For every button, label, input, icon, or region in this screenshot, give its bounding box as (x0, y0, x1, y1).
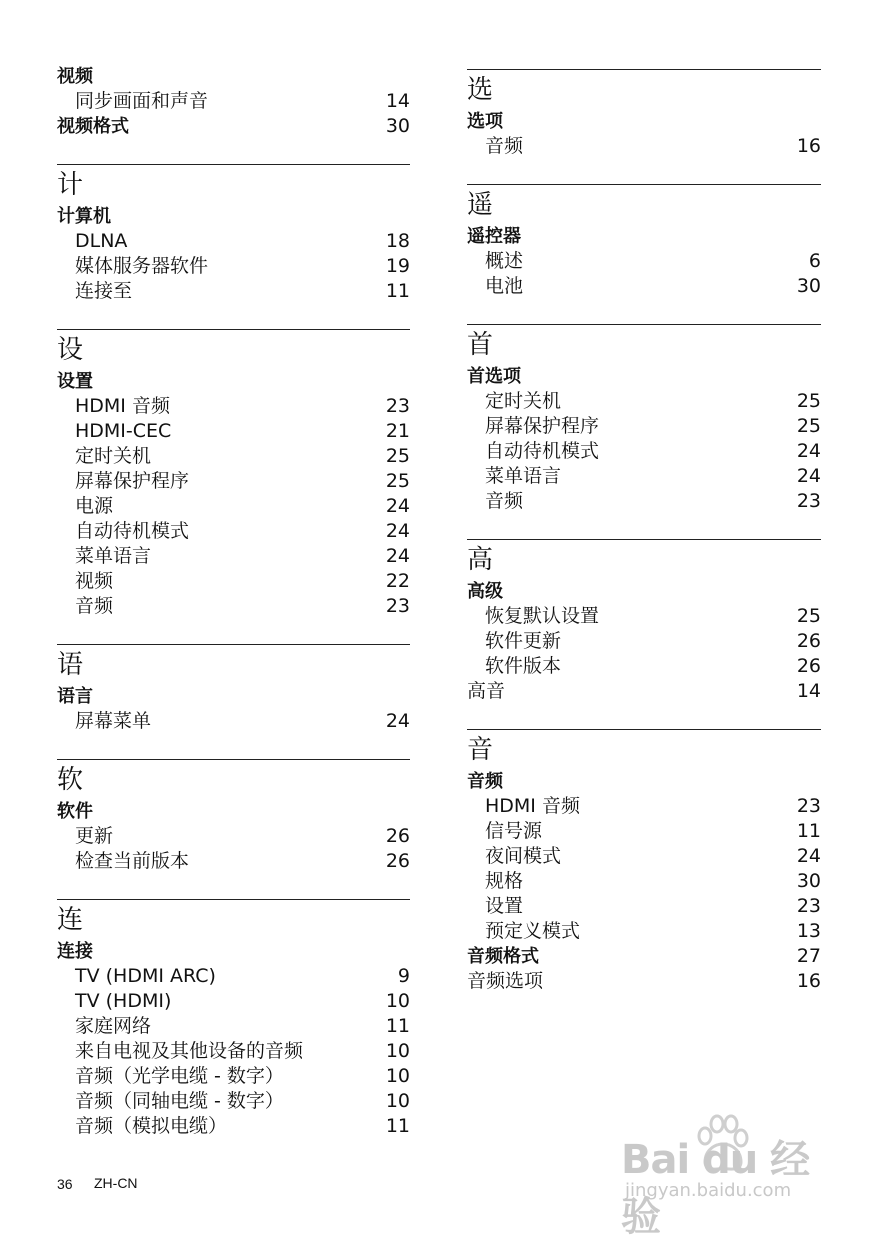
page-ref: 30 (796, 275, 821, 297)
entry-text: 音频（同轴电缆 - 数字） (75, 1090, 284, 1112)
index-entry (57, 64, 410, 89)
page-ref: 26 (796, 655, 821, 677)
index-subentry (467, 414, 821, 439)
page-ref: 16 (796, 970, 821, 992)
page-ref: 13 (796, 920, 821, 942)
index-entry (467, 944, 821, 969)
index-subentry (467, 604, 821, 629)
index-entry (467, 364, 821, 389)
watermark-url: jingyan.baidu.com (625, 1180, 792, 1201)
entry-text: 更新 (75, 825, 114, 847)
page-ref: 25 (385, 445, 410, 467)
page-ref: 11 (385, 1015, 410, 1037)
index-entry (57, 939, 410, 964)
entry-text: 音频 (467, 771, 503, 792)
entry-text: 音频（模拟电缆） (75, 1115, 228, 1137)
entry-text: 菜单语言 (75, 545, 152, 567)
entry-text: 屏幕菜单 (75, 710, 152, 732)
watermark-logo-text: Bai du 经验 (621, 1137, 810, 1240)
entry-text: TV (HDMI) (75, 990, 172, 1012)
entry-text: 音频 (485, 135, 524, 157)
index-entry (57, 204, 410, 229)
page-ref: 22 (385, 570, 410, 592)
section-divider (57, 329, 410, 330)
entry-text: HDMI 音频 (75, 395, 170, 417)
entry-text: HDMI-CEC (75, 420, 172, 442)
index-entry (467, 769, 821, 794)
index-subentry (57, 964, 410, 989)
entry-text: 计算机 (57, 206, 111, 227)
entry-text: 音频格式 (467, 946, 539, 967)
index-entry (467, 224, 821, 249)
index-subentry (467, 794, 821, 819)
entry-text: 语言 (57, 686, 93, 707)
section-letter: 音 (467, 735, 494, 765)
page-ref: 24 (796, 845, 821, 867)
page-ref: 23 (385, 595, 410, 617)
page-ref: 18 (385, 230, 410, 252)
entry-text: 高级 (467, 581, 503, 602)
index-subentry (57, 1114, 410, 1139)
section-letter: 计 (57, 170, 84, 200)
section-letter: 选 (467, 75, 494, 105)
index-subentry (57, 419, 410, 444)
entry-text: 软件更新 (485, 630, 562, 652)
page-ref: 11 (796, 820, 821, 842)
entry-text: 视频 (75, 570, 114, 592)
index-subentry (57, 824, 410, 849)
page-ref: 25 (385, 470, 410, 492)
section-divider (467, 324, 821, 325)
entry-text: 电池 (485, 275, 524, 297)
section-divider (467, 539, 821, 540)
entry-text: 音频 (485, 490, 524, 512)
page-ref: 9 (397, 965, 410, 987)
entry-text: 检查当前版本 (75, 850, 190, 872)
section-divider (57, 164, 410, 165)
index-subentry (57, 494, 410, 519)
index-entry (467, 109, 821, 134)
index-subentry (57, 394, 410, 419)
entry-text: 遥控器 (467, 226, 521, 247)
section-letter: 软 (57, 765, 84, 795)
entry-text: 概述 (485, 250, 524, 272)
index-subentry (467, 869, 821, 894)
section-letter: 设 (57, 335, 84, 365)
section-letter: 首 (467, 330, 494, 360)
entry-text: 视频 (57, 66, 93, 87)
page-ref: 16 (796, 135, 821, 157)
entry-text: HDMI 音频 (485, 795, 580, 817)
entry-text: 信号源 (485, 820, 543, 842)
page-ref: 21 (385, 420, 410, 442)
section-divider (467, 184, 821, 185)
entry-text: 首选项 (467, 366, 521, 387)
page-ref: 27 (796, 945, 821, 967)
section-letter: 语 (57, 650, 84, 680)
index-subentry (467, 629, 821, 654)
entry-text: 屏幕保护程序 (75, 470, 190, 492)
index-subentry (57, 89, 410, 114)
page-ref: 24 (796, 440, 821, 462)
index-subentry (467, 919, 821, 944)
section-letter: 遥 (467, 190, 494, 220)
page-number: 36 (57, 1176, 73, 1192)
page-ref: 30 (385, 115, 410, 137)
page-ref: 23 (796, 490, 821, 512)
index-subentry (57, 569, 410, 594)
entry-text: 家庭网络 (75, 1015, 152, 1037)
index-subentry (467, 894, 821, 919)
entry-text: 设置 (485, 895, 524, 917)
index-subentry (467, 134, 821, 159)
section-divider (467, 729, 821, 730)
page-ref: 24 (385, 710, 410, 732)
entry-text: 恢复默认设置 (485, 605, 600, 627)
section-letter: 连 (57, 905, 84, 935)
page-ref: 25 (796, 390, 821, 412)
section-divider (467, 69, 821, 70)
index-subentry (57, 544, 410, 569)
index-subentry (57, 1089, 410, 1114)
page-ref: 23 (796, 895, 821, 917)
page-ref: 11 (385, 280, 410, 302)
entry-text: 夜间模式 (485, 845, 562, 867)
index-subentry (467, 489, 821, 514)
index-subentry (467, 819, 821, 844)
index-subentry (57, 444, 410, 469)
index-subentry (467, 654, 821, 679)
entry-text: 音频（光学电缆 - 数字） (75, 1065, 284, 1087)
page-ref: 24 (796, 465, 821, 487)
index-subentry (57, 469, 410, 494)
index-subentry (467, 439, 821, 464)
entry-text: 高音 (467, 680, 506, 702)
page-ref: 14 (385, 90, 410, 112)
page-ref: 14 (796, 680, 821, 702)
entry-text: 音频 (75, 595, 114, 617)
entry-text: 连接至 (75, 280, 133, 302)
index-entry (57, 114, 410, 139)
page-ref: 26 (796, 630, 821, 652)
index-subentry (57, 1014, 410, 1039)
entry-text: 菜单语言 (485, 465, 562, 487)
entry-text: DLNA (75, 230, 128, 252)
section-divider (57, 644, 410, 645)
page-ref: 26 (385, 850, 410, 872)
index-subentry (57, 849, 410, 874)
page-ref: 11 (385, 1115, 410, 1137)
page-ref: 24 (385, 545, 410, 567)
index-subentry (57, 989, 410, 1014)
entry-text: 来自电视及其他设备的音频 (75, 1040, 304, 1062)
index-entry (467, 969, 821, 994)
entry-text: 自动待机模式 (485, 440, 600, 462)
entry-text: 定时关机 (485, 390, 562, 412)
entry-text: TV (HDMI ARC) (75, 965, 216, 987)
section-letter: 高 (467, 545, 494, 575)
page-ref: 10 (385, 990, 410, 1012)
language-code: ZH-CN (94, 1175, 138, 1191)
index-subentry (57, 519, 410, 544)
page-ref: 10 (385, 1040, 410, 1062)
index-subentry (467, 249, 821, 274)
page-ref: 10 (385, 1065, 410, 1087)
index-subentry (57, 709, 410, 734)
entry-text: 音频选项 (467, 970, 544, 992)
entry-text: 自动待机模式 (75, 520, 190, 542)
page-ref: 24 (385, 520, 410, 542)
page-ref: 23 (796, 795, 821, 817)
entry-text: 媒体服务器软件 (75, 255, 209, 277)
index-entry (467, 579, 821, 604)
baidu-jingyan-watermark (621, 1118, 831, 1240)
index-subentry (57, 279, 410, 304)
page-ref: 30 (796, 870, 821, 892)
entry-text: 规格 (485, 870, 524, 892)
entry-text: 预定义模式 (485, 920, 581, 942)
page-ref: 25 (796, 415, 821, 437)
section-divider (57, 899, 410, 900)
index-subentry (57, 1064, 410, 1089)
entry-text: 连接 (57, 941, 93, 962)
entry-text: 视频格式 (57, 116, 129, 137)
entry-text: 同步画面和声音 (75, 90, 209, 112)
index-subentry (57, 229, 410, 254)
entry-text: 选项 (467, 111, 503, 132)
entry-text: 设置 (57, 371, 93, 392)
page-ref: 25 (796, 605, 821, 627)
entry-text: 定时关机 (75, 445, 152, 467)
section-divider (57, 759, 410, 760)
index-entry (467, 679, 821, 704)
page-ref: 6 (808, 250, 821, 272)
entry-text: 软件版本 (485, 655, 562, 677)
index-subentry (467, 389, 821, 414)
page-ref: 24 (385, 495, 410, 517)
index-subentry (467, 844, 821, 869)
index-subentry (467, 464, 821, 489)
page-ref: 23 (385, 395, 410, 417)
entry-text: 屏幕保护程序 (485, 415, 600, 437)
page-ref: 10 (385, 1090, 410, 1112)
index-subentry (57, 254, 410, 279)
index-entry (57, 684, 410, 709)
index-entry (57, 369, 410, 394)
page-ref: 19 (385, 255, 410, 277)
page-ref: 26 (385, 825, 410, 847)
entry-text: 电源 (75, 495, 114, 517)
index-subentry (57, 594, 410, 619)
entry-text: 软件 (57, 801, 93, 822)
index-subentry (57, 1039, 410, 1064)
index-subentry (467, 274, 821, 299)
index-entry (57, 799, 410, 824)
